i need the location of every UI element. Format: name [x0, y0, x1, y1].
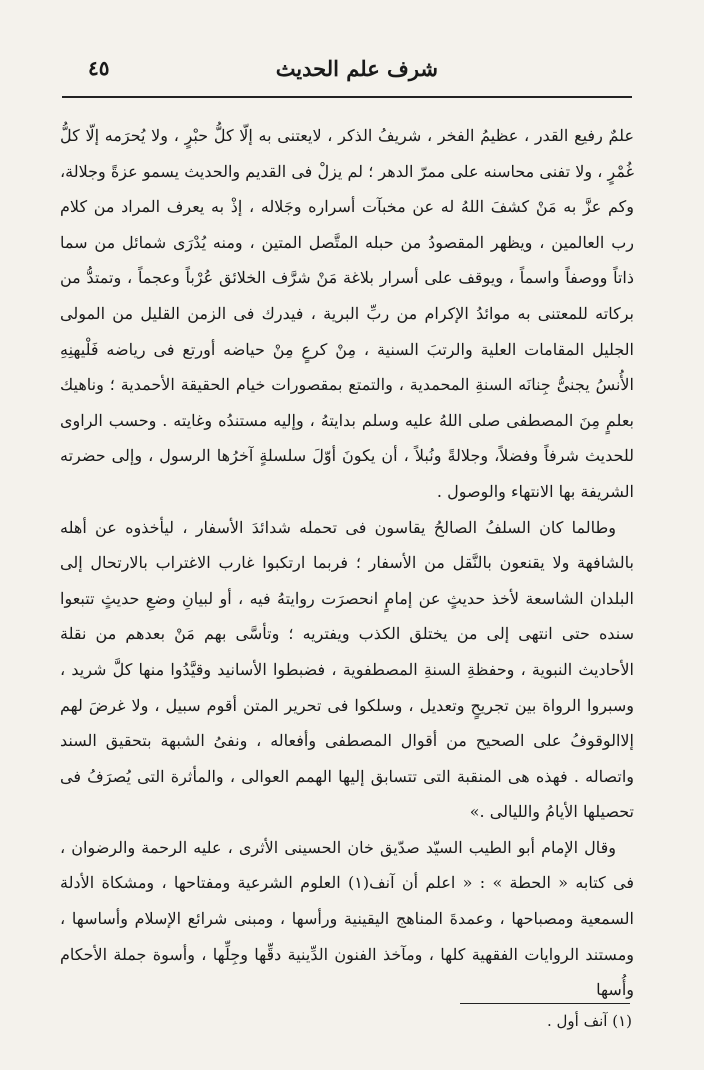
page-number: ٤٥ [88, 56, 110, 80]
footnote: (١) آنف أول . [546, 1012, 632, 1030]
header-divider [62, 96, 632, 98]
paragraph: وقال الإمام أبو الطيب السيّد صدّيق خان الحسينى الأثرى ، عليه الرحمة والرضوان ، فى كتابه « الحطة » : « اعلم أن آنف(١) العلوم الشرعية ومفتاحها ، ومشكاة الأدلة السمعية ومصباحها ، وعمدةَ المناهج اليقينية ورأسها ، ومبنى شرائع الإسلام وأساسها ، ومستند الروايات الفقهية كلها ، ومآخذ الفنون الدِّينية دقِّها وجِلِّها ، وأسوة جملة الأحكام وأُسها [60, 837, 634, 1000]
page-header [62, 50, 628, 94]
body-text [60, 118, 634, 1008]
paragraph: علمٌ رفيع القدر ، عظيمُ الفخر ، شريفُ الذكر ، لايعتنى به إلّا كلُّ حبْرٍ ، ولا يُحرَمه إلّا كلُّ غُمْرٍ ، ولا تفنى محاسنه على ممرّ الدهر ؛ لم يزلْ فى القديم والحديث يسمو عزةً وجلالة، وكم عزَّ به مَنْ كشفَ اللهُ له عن مخبآت أسراره وجَلاله ، إذْ به يعرف المراد من كلام رب العالمين ، ويظهر المقصودُ من حبله المتَّصل المتين ، ومنه يُدْرَى شمائل من سما ذاتاً ووصفاً واسماً ، ويوقف على أسرار بلاغة مَنْ شرَّف الخلائق عُرْباً وعجماً ، وتمتدُّ من بركاته للمعتنى به موائدُ الإكرام من ربِّ البرية ، فيدرك فى الزمن القليل من المولى الجليل المقامات العلية والرتبَ السنية ، مِنْ كرعٍ مِنْ حياضه أورتع فى رياضه فَلْيهنِهِ الأُنسُ يجنىُّ جِنانَه السنةِ المحمدية ، والتمتع بمقصورات خيام الحقيقة الأحمدية ؛ وناهيك بعلمٍ مِنَ المصطفى صلى اللهُ عليه وسلم بدايتهُ ، وإليه مستندُه وغايته . وحسب الراوى للحديث شرفاً وفضلاً، وجلالةً ونُبلاً ، أن يكونَ أوّلَ سلسلةٍ آخرُها الرسول ، وإلى حضرته الشريفة بها الانتهاء والوصول . [60, 126, 634, 501]
paragraph: وطالما كان السلفُ الصالحُ يقاسون فى تحمله شدائدَ الأسفار ، ليأخذوه عن أهله بالشافهة ولا يقنعون بالنَّقل من الأسفار ؛ فربما ارتكبوا غارب الاغتراب بالارتحال إلى البلدان الشاسعة لأخذ حديثٍ عن إمامٍ انحصرَت روايتهُ فيه ، أو لبيانِ وضعِ حديثٍ تتبعوا سنده حتى انتهى إلى من يختلق الكذب ويفتريه ؛ وتأسَّى بهم مَنْ بعدهم من نقلة الأحاديث النبوية ، وحفظةِ السنةِ المصطفوية ، فضبطوا الأسانيد وقيَّدُوا منها كلَّ شريد ، وسبروا الرواة بين تجريحٍ وتعديل ، وسلكوا فى تحرير المتن أقوم سبيل ، ولا غرضَ لهم إلاالوقوفُ على الصحيح من أقوال المصطفى وأفعاله ، ونفىُ الشبهة بتحقيق السند واتصاله . فهذه هى المنقبة التى تتسابق إليها الهمم العوالى ، والمأثرة التى يُصرَفُ فى تحصيلها الأيامُ والليالى .» [60, 517, 634, 822]
footnote-divider [460, 1003, 630, 1004]
running-title: شرف علم الحديث [275, 56, 438, 81]
